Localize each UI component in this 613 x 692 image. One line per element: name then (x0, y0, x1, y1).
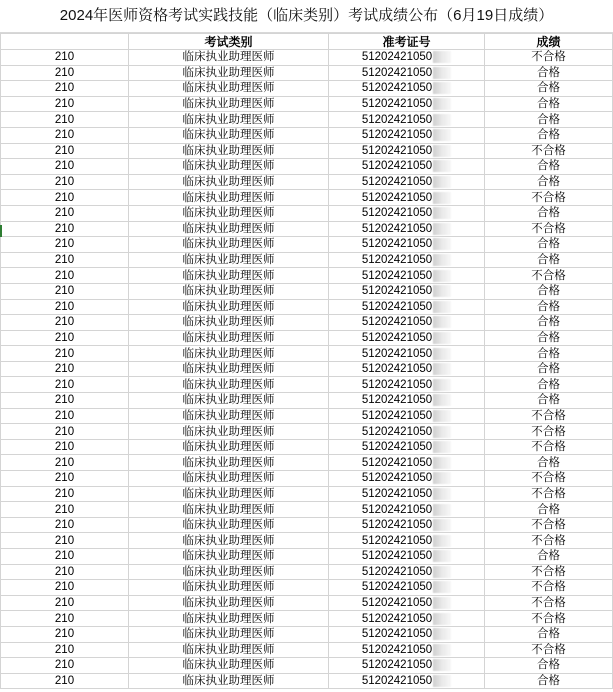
redaction-blur (433, 675, 451, 687)
redaction-blur (433, 644, 451, 656)
cell-category[interactable]: 临床执业助理医师 (129, 393, 329, 409)
exam-no-text: 51202421050 (361, 425, 433, 438)
table-row[interactable] (1, 377, 613, 393)
cell-exam-no[interactable] (329, 81, 485, 97)
cell-code[interactable]: 210 (1, 268, 129, 284)
exam-no-text: 51202421050 (361, 160, 433, 173)
table-row[interactable] (1, 439, 613, 455)
cell-code[interactable]: 210 (1, 408, 129, 424)
cell-code[interactable]: 210 (1, 252, 129, 268)
cell-code[interactable]: 210 (1, 221, 129, 237)
redaction-blur (433, 160, 451, 172)
table-row[interactable] (1, 658, 613, 674)
cell-result[interactable]: 合格 (485, 502, 613, 518)
cell-code[interactable]: 210 (1, 471, 129, 487)
cell-exam-no[interactable] (329, 299, 485, 315)
cell-code[interactable]: 210 (1, 65, 129, 81)
cell-exam-no[interactable] (329, 315, 485, 331)
cell-code[interactable]: 210 (1, 439, 129, 455)
redaction-blur (433, 581, 451, 593)
cell-exam-no[interactable] (329, 642, 485, 658)
cell-exam-no[interactable] (329, 486, 485, 502)
exam-no-text: 51202421050 (361, 519, 433, 532)
cell-category[interactable]: 临床执业助理医师 (129, 408, 329, 424)
cell-exam-no[interactable] (329, 283, 485, 299)
cell-exam-no[interactable] (329, 330, 485, 346)
cell-result[interactable]: 合格 (485, 658, 613, 674)
page-title: 2024年医师资格考试实践技能（临床类别）考试成绩公布（6月19日成绩） (0, 0, 613, 33)
redaction-blur (433, 472, 451, 484)
cell-code[interactable]: 210 (1, 611, 129, 627)
column-header-result[interactable]: 成绩 (485, 34, 613, 50)
redaction-blur (433, 441, 451, 453)
cell-result[interactable]: 不合格 (485, 439, 613, 455)
redaction-blur (433, 270, 451, 282)
cell-exam-no[interactable] (329, 658, 485, 674)
cell-category[interactable]: 临床执业助理医师 (129, 221, 329, 237)
exam-no-text: 51202421050 (361, 628, 433, 641)
cell-category[interactable]: 临床执业助理医师 (129, 50, 329, 66)
redaction-blur (433, 238, 451, 250)
cell-code[interactable]: 210 (1, 424, 129, 440)
exam-no-text: 51202421050 (361, 487, 433, 500)
cell-result[interactable]: 不合格 (485, 471, 613, 487)
exam-no-text: 51202421050 (361, 363, 433, 376)
redaction-blur (433, 316, 451, 328)
cell-code[interactable]: 210 (1, 143, 129, 159)
cell-category[interactable]: 临床执业助理医师 (129, 564, 329, 580)
table-row[interactable] (1, 96, 613, 112)
table-row[interactable] (1, 205, 613, 221)
cell-result[interactable]: 合格 (485, 81, 613, 97)
cell-category[interactable]: 临床执业助理医师 (129, 455, 329, 471)
exam-no-text: 51202421050 (361, 612, 433, 625)
table-row[interactable] (1, 112, 613, 128)
exam-no-text: 51202421050 (361, 176, 433, 189)
table-row[interactable] (1, 673, 613, 689)
redaction-blur (433, 348, 451, 360)
cell-code[interactable]: 210 (1, 393, 129, 409)
results-rows (1, 50, 613, 689)
cell-category[interactable]: 临床执业助理医师 (129, 127, 329, 143)
cell-exam-no[interactable] (329, 190, 485, 206)
table-row[interactable] (1, 455, 613, 471)
redaction-blur (433, 207, 451, 219)
cell-code[interactable]: 210 (1, 455, 129, 471)
cell-exam-no[interactable] (329, 393, 485, 409)
cell-code[interactable]: 210 (1, 315, 129, 331)
cell-result[interactable]: 合格 (485, 361, 613, 377)
exam-no-text: 51202421050 (361, 66, 433, 79)
exam-no-text: 51202421050 (361, 144, 433, 157)
table-row[interactable] (1, 127, 613, 143)
cell-category[interactable]: 临床执业助理医师 (129, 268, 329, 284)
cell-category[interactable]: 临床执业助理医师 (129, 330, 329, 346)
redaction-blur (433, 566, 451, 578)
table-row[interactable] (1, 424, 613, 440)
redaction-blur (433, 379, 451, 391)
cell-category[interactable]: 临床执业助理医师 (129, 237, 329, 253)
cell-code[interactable]: 210 (1, 81, 129, 97)
cell-category[interactable]: 临床执业助理医师 (129, 626, 329, 642)
cell-result[interactable]: 不合格 (485, 642, 613, 658)
cell-category[interactable]: 临床执业助理医师 (129, 299, 329, 315)
cell-exam-no[interactable] (329, 252, 485, 268)
table-row[interactable] (1, 237, 613, 253)
redaction-blur (433, 457, 451, 469)
exam-no-text: 51202421050 (361, 550, 433, 563)
table-row[interactable] (1, 611, 613, 627)
cell-code[interactable]: 210 (1, 299, 129, 315)
cell-code[interactable]: 210 (1, 127, 129, 143)
cell-category[interactable]: 临床执业助理医师 (129, 549, 329, 565)
cell-code[interactable]: 210 (1, 564, 129, 580)
cell-category[interactable]: 临床执业助理医师 (129, 361, 329, 377)
cell-code[interactable]: 210 (1, 517, 129, 533)
table-row[interactable] (1, 174, 613, 190)
cell-category[interactable]: 临床执业助理医师 (129, 143, 329, 159)
cell-result[interactable]: 不合格 (485, 533, 613, 549)
table-row[interactable] (1, 159, 613, 175)
redaction-blur (433, 67, 451, 79)
cell-code[interactable]: 210 (1, 580, 129, 596)
cell-category[interactable]: 临床执业助理医师 (129, 96, 329, 112)
table-row[interactable] (1, 50, 613, 66)
cell-exam-no[interactable] (329, 564, 485, 580)
column-header-exam-no[interactable]: 准考证号 (329, 34, 485, 50)
table-row[interactable] (1, 190, 613, 206)
cell-code[interactable]: 210 (1, 658, 129, 674)
cell-exam-no[interactable] (329, 517, 485, 533)
cell-exam-no[interactable] (329, 455, 485, 471)
cell-category[interactable]: 临床执业助理医师 (129, 174, 329, 190)
redaction-blur (433, 488, 451, 500)
cell-code[interactable]: 210 (1, 50, 129, 66)
cell-exam-no[interactable] (329, 361, 485, 377)
cell-code[interactable]: 210 (1, 642, 129, 658)
cell-category[interactable]: 临床执业助理医师 (129, 580, 329, 596)
exam-no-text: 51202421050 (361, 98, 433, 111)
exam-no-text: 51202421050 (361, 441, 433, 454)
cell-result[interactable]: 合格 (485, 65, 613, 81)
cell-category[interactable]: 临床执业助理医师 (129, 159, 329, 175)
column-header-code[interactable] (1, 34, 129, 50)
cell-category[interactable]: 临床执业助理医师 (129, 377, 329, 393)
redaction-blur (433, 410, 451, 422)
exam-no-text: 51202421050 (361, 347, 433, 360)
cell-result[interactable]: 合格 (485, 127, 613, 143)
exam-no-text: 51202421050 (361, 207, 433, 220)
cell-exam-no[interactable] (329, 237, 485, 253)
table-row[interactable] (1, 346, 613, 362)
cell-exam-no[interactable] (329, 408, 485, 424)
exam-no-text: 51202421050 (361, 191, 433, 204)
cell-category[interactable]: 临床执业助理医师 (129, 471, 329, 487)
redaction-blur (433, 394, 451, 406)
redaction-blur (433, 613, 451, 625)
exam-no-text: 51202421050 (361, 129, 433, 142)
cell-exam-no[interactable] (329, 221, 485, 237)
cell-code[interactable]: 210 (1, 626, 129, 642)
table-row[interactable] (1, 471, 613, 487)
cell-category[interactable]: 临床执业助理医师 (129, 252, 329, 268)
cell-category[interactable]: 临床执业助理医师 (129, 611, 329, 627)
cell-result[interactable]: 合格 (485, 174, 613, 190)
cell-result[interactable]: 不合格 (485, 143, 613, 159)
cell-category[interactable]: 临床执业助理医师 (129, 595, 329, 611)
cell-result[interactable]: 不合格 (485, 486, 613, 502)
cell-exam-no[interactable] (329, 580, 485, 596)
exam-no-text: 51202421050 (361, 316, 433, 329)
table-row[interactable] (1, 642, 613, 658)
redaction-blur (433, 628, 451, 640)
table-row[interactable] (1, 81, 613, 97)
cell-category[interactable]: 临床执业助理医师 (129, 502, 329, 518)
cell-code[interactable]: 210 (1, 237, 129, 253)
cell-result[interactable]: 不合格 (485, 190, 613, 206)
cell-category[interactable]: 临床执业助理医师 (129, 533, 329, 549)
cell-category[interactable]: 临床执业助理医师 (129, 81, 329, 97)
cell-code[interactable]: 210 (1, 330, 129, 346)
cell-exam-no[interactable] (329, 159, 485, 175)
table-row[interactable] (1, 283, 613, 299)
cell-category[interactable]: 临床执业助理医师 (129, 190, 329, 206)
table-row[interactable] (1, 580, 613, 596)
exam-no-text: 51202421050 (361, 472, 433, 485)
cell-result[interactable]: 合格 (485, 626, 613, 642)
redaction-blur (433, 192, 451, 204)
cell-code[interactable]: 210 (1, 486, 129, 502)
redaction-blur (433, 426, 451, 438)
cell-category[interactable]: 临床执业助理医师 (129, 658, 329, 674)
cell-exam-no[interactable] (329, 424, 485, 440)
redaction-blur (433, 223, 451, 235)
table-row[interactable] (1, 221, 613, 237)
cell-exam-no[interactable] (329, 611, 485, 627)
redaction-blur (433, 332, 451, 344)
table-row[interactable] (1, 486, 613, 502)
table-row[interactable] (1, 315, 613, 331)
cell-result[interactable]: 合格 (485, 377, 613, 393)
cell-category[interactable]: 临床执业助理医师 (129, 517, 329, 533)
cell-category[interactable]: 临床执业助理医师 (129, 65, 329, 81)
cell-result[interactable]: 不合格 (485, 611, 613, 627)
cell-result[interactable]: 合格 (485, 205, 613, 221)
cell-exam-no[interactable] (329, 471, 485, 487)
redaction-blur (433, 145, 451, 157)
redaction-blur (433, 114, 451, 126)
exam-no-text: 51202421050 (361, 409, 433, 422)
table-row[interactable] (1, 299, 613, 315)
cell-exam-no[interactable] (329, 346, 485, 362)
cell-code[interactable]: 210 (1, 283, 129, 299)
cell-result[interactable]: 不合格 (485, 580, 613, 596)
table-row[interactable] (1, 564, 613, 580)
cell-result[interactable]: 合格 (485, 330, 613, 346)
cell-result[interactable]: 不合格 (485, 408, 613, 424)
cell-result[interactable]: 合格 (485, 159, 613, 175)
cell-category[interactable]: 临床执业助理医师 (129, 283, 329, 299)
cell-exam-no[interactable] (329, 533, 485, 549)
cell-result[interactable]: 合格 (485, 299, 613, 315)
cell-exam-no[interactable] (329, 205, 485, 221)
cell-result[interactable]: 合格 (485, 673, 613, 689)
redaction-blur (433, 659, 451, 671)
results-table (0, 33, 613, 689)
column-header-category[interactable]: 考试类别 (129, 34, 329, 50)
redaction-blur (433, 51, 451, 63)
exam-no-text: 51202421050 (361, 456, 433, 469)
cell-result[interactable]: 合格 (485, 283, 613, 299)
table-row[interactable] (1, 330, 613, 346)
redaction-blur (433, 285, 451, 297)
cell-result[interactable]: 合格 (485, 112, 613, 128)
exam-no-text: 51202421050 (361, 269, 433, 282)
cell-category[interactable]: 临床执业助理医师 (129, 424, 329, 440)
table-row[interactable] (1, 626, 613, 642)
redaction-blur (433, 129, 451, 141)
cell-exam-no[interactable] (329, 502, 485, 518)
cell-result[interactable]: 合格 (485, 237, 613, 253)
cell-exam-no[interactable] (329, 549, 485, 565)
cell-category[interactable]: 临床执业助理医师 (129, 486, 329, 502)
table-row[interactable] (1, 252, 613, 268)
cell-result[interactable]: 不合格 (485, 221, 613, 237)
cell-exam-no[interactable] (329, 174, 485, 190)
cell-category[interactable]: 临床执业助理医师 (129, 112, 329, 128)
redaction-blur (433, 363, 451, 375)
table-row[interactable] (1, 408, 613, 424)
table-row[interactable] (1, 502, 613, 518)
cell-exam-no[interactable] (329, 143, 485, 159)
exam-no-text: 51202421050 (361, 285, 433, 298)
cell-exam-no[interactable] (329, 439, 485, 455)
cell-code[interactable]: 210 (1, 595, 129, 611)
cell-category[interactable]: 临床执业助理医师 (129, 315, 329, 331)
cell-category[interactable]: 临床执业助理医师 (129, 346, 329, 362)
redaction-blur (433, 535, 451, 547)
cell-result[interactable]: 合格 (485, 455, 613, 471)
exam-no-text: 51202421050 (361, 254, 433, 266)
cell-result[interactable]: 合格 (485, 549, 613, 565)
cell-code[interactable]: 210 (1, 673, 129, 689)
redaction-blur (433, 504, 451, 516)
table-row[interactable] (1, 517, 613, 533)
cell-exam-no[interactable] (329, 673, 485, 689)
cell-code[interactable]: 210 (1, 361, 129, 377)
cell-code[interactable]: 210 (1, 190, 129, 206)
exam-no-text: 51202421050 (361, 331, 433, 344)
redaction-blur (433, 550, 451, 562)
redaction-blur (433, 82, 451, 94)
exam-no-text: 51202421050 (361, 82, 433, 95)
cell-code[interactable]: 210 (1, 502, 129, 518)
cell-code[interactable]: 210 (1, 96, 129, 112)
exam-no-text: 51202421050 (361, 238, 433, 251)
cell-result[interactable]: 不合格 (485, 595, 613, 611)
cell-code[interactable]: 210 (1, 205, 129, 221)
redaction-blur (433, 98, 451, 110)
exam-no-text: 51202421050 (361, 394, 433, 407)
cell-exam-no[interactable] (329, 50, 485, 66)
cell-code[interactable]: 210 (1, 533, 129, 549)
cell-exam-no[interactable] (329, 595, 485, 611)
exam-no-text: 51202421050 (361, 597, 433, 610)
table-row[interactable] (1, 595, 613, 611)
cell-exam-no[interactable] (329, 268, 485, 284)
cell-exam-no[interactable] (329, 65, 485, 81)
cell-category[interactable]: 临床执业助理医师 (129, 673, 329, 689)
exam-no-text: 51202421050 (361, 113, 433, 126)
cell-result[interactable]: 不合格 (485, 424, 613, 440)
cell-code[interactable]: 210 (1, 112, 129, 128)
exam-no-text: 51202421050 (361, 300, 433, 313)
cell-code[interactable]: 210 (1, 346, 129, 362)
exam-no-text: 51202421050 (361, 534, 433, 547)
cell-code[interactable]: 210 (1, 174, 129, 190)
cell-exam-no[interactable] (329, 626, 485, 642)
exam-no-text: 51202421050 (361, 222, 433, 235)
exam-no-text: 51202421050 (361, 643, 433, 656)
exam-no-text: 51202421050 (361, 659, 433, 672)
table-row[interactable] (1, 549, 613, 565)
redaction-blur (433, 301, 451, 313)
exam-no-text: 51202421050 (361, 581, 433, 594)
cell-result[interactable]: 合格 (485, 252, 613, 268)
cell-code[interactable]: 210 (1, 159, 129, 175)
cell-category[interactable]: 临床执业助理医师 (129, 642, 329, 658)
cell-result[interactable]: 不合格 (485, 564, 613, 580)
cell-result[interactable]: 不合格 (485, 268, 613, 284)
redaction-blur (433, 176, 451, 188)
cell-selection-marker (0, 225, 2, 237)
cell-code[interactable]: 210 (1, 549, 129, 565)
table-row[interactable] (1, 65, 613, 81)
cell-result[interactable]: 不合格 (485, 50, 613, 66)
table-row[interactable] (1, 361, 613, 377)
cell-category[interactable]: 临床执业助理医师 (129, 439, 329, 455)
cell-result[interactable]: 不合格 (485, 517, 613, 533)
cell-exam-no[interactable] (329, 377, 485, 393)
exam-no-text: 51202421050 (361, 378, 433, 391)
cell-exam-no[interactable] (329, 112, 485, 128)
exam-no-text: 51202421050 (361, 503, 433, 516)
cell-exam-no[interactable] (329, 96, 485, 112)
cell-result[interactable]: 合格 (485, 393, 613, 409)
redaction-blur (433, 519, 451, 531)
exam-no-text: 51202421050 (361, 51, 433, 64)
cell-code[interactable]: 210 (1, 377, 129, 393)
table-row[interactable] (1, 268, 613, 284)
table-row[interactable] (1, 533, 613, 549)
cell-result[interactable]: 合格 (485, 346, 613, 362)
table-row[interactable] (1, 393, 613, 409)
exam-no-text: 51202421050 (361, 675, 433, 688)
redaction-blur (433, 254, 451, 266)
header-row (1, 34, 613, 50)
cell-result[interactable]: 合格 (485, 315, 613, 331)
cell-category[interactable]: 临床执业助理医师 (129, 205, 329, 221)
cell-result[interactable]: 合格 (485, 96, 613, 112)
table-row[interactable] (1, 143, 613, 159)
cell-exam-no[interactable] (329, 127, 485, 143)
redaction-blur (433, 597, 451, 609)
exam-no-text: 51202421050 (361, 565, 433, 578)
